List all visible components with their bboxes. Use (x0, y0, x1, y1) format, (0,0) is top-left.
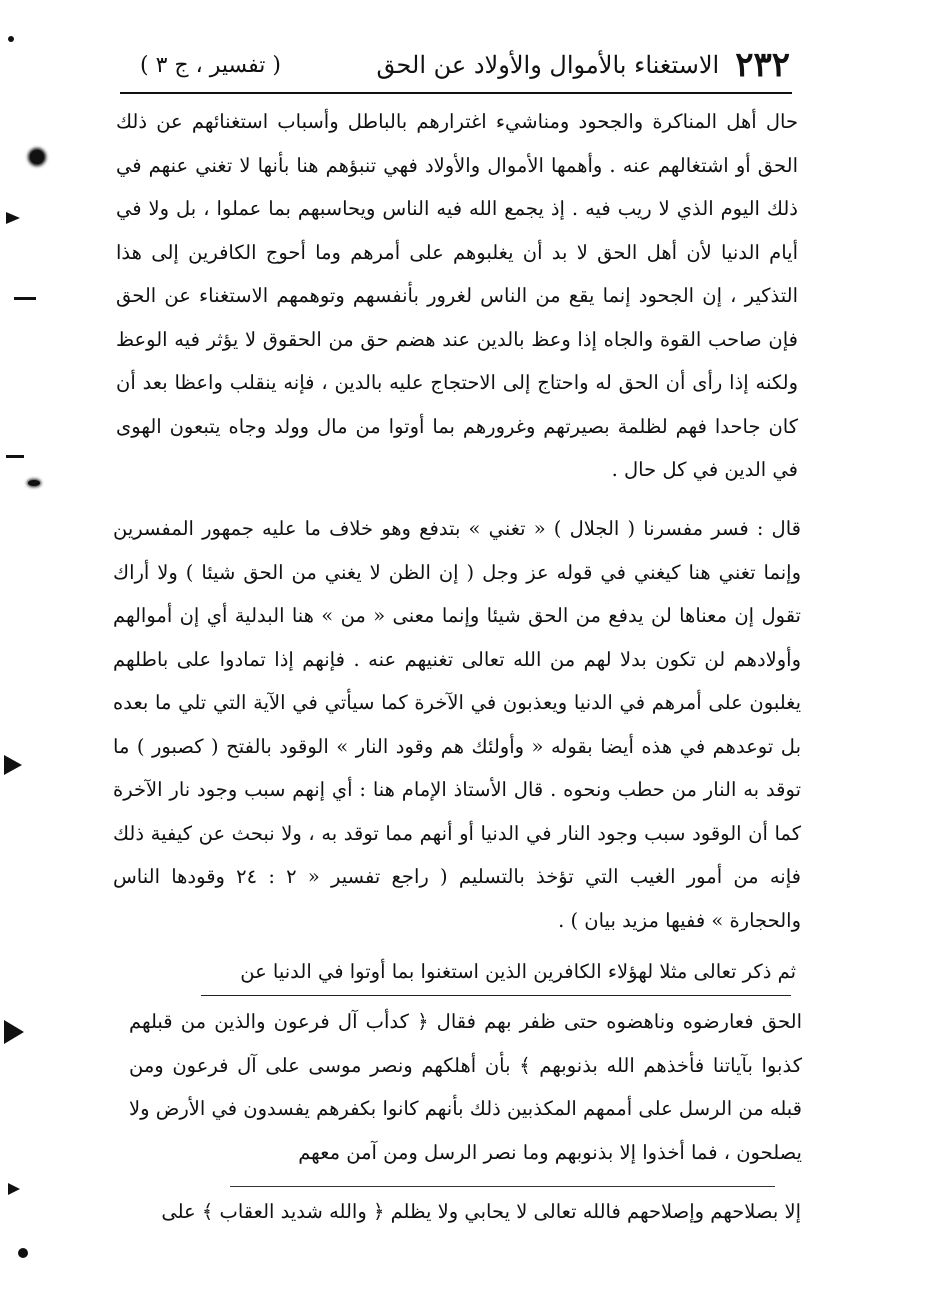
scan-speck (14, 297, 36, 300)
margin-mark (8, 1183, 20, 1195)
paragraph: حال أهل المناكرة والجحود ومناشيء اغترارهم بالباطل وأسباب استغنائهم عن ذلك الحق أو اشتغالهم عنه . وأهمها الأموال والأولاد فهي تنبؤهم هنا بأنها لا تغني عنهم في ذلك اليوم الذي لا ريب فيه . إذ يجمع الله فيه الناس ويحاسبهم بما عملوا ، بل ولا في أيام الدنيا لأن أهل الحق لا بد أن يغلبوهم على أمرهم وما أحوج الكافرين إلى هذا التذكير ، إن الجحود إنما يقع من الناس لغرور بأنفسهم وتوهمهم الاستغناء عن الحق فإن صاحب القوة والجاه إذا وعظ بالدين عند هضم حق من الحقوق لا يؤثر فيه الوعظ ولكنه إذا رأى أن الحق له واحتاج إلى الاحتجاج عليه بالدين ، فإنه ينقلب واعظا بعد أن كان جاحدا فهم لظلمة بصيرتهم وغرورهم بما أوتوا من مال وولد وجاه يتبعون الهوى في الدين في كل حال . (116, 110, 798, 481)
running-title: الاستغناء بالأموال والأولاد عن الحق (376, 51, 720, 79)
paragraph: الحق فعارضوه وناهضوه حتى ظفر بهم فقال ﴿ كدأب آل فرعون والذين من قبلهم كذبوا بآياتنا فأخذهم الله بذنوبهم ﴾ بأن أهلكهم ونصر موسى على آل فرعون ومن قبله من الرسل على أممهم المكذبين ذلك بأنهم كانوا بكفرهم يفسدون في الأرض ولا يصلحون ، فما أخذوا إلا بذنوبهم وما نصر الرسل ومن آمن معهم (129, 1010, 802, 1164)
margin-mark (4, 1020, 24, 1044)
page-number: ٢٣٢ (735, 45, 790, 85)
scan-speck (28, 480, 40, 486)
paragraph: قال : فسر مفسرنا ( الجلال ) « تغني » بتدفع وهو خلاف ما عليه جمهور المفسرين وإنما تغني هنا كيغني في قوله عز وجل ( إن الظن لا يغني من الحق شيئا ) ولا أراك تقول إن معناها لن يدفع من الحق شيئا وإنما معنى « من » هنا البدلية أي إن أموالهم وأولادهم لن تكون بدلا لهم من الله تعالى تغنيهم عنه . فإنهم إذا تمادوا على باطلهم يغلبون على أمرهم في الدنيا ويعذبون في الآخرة كما سيأتي في الآية التي تلي ما بعده بل توعدهم في هذه أيضا بقوله « وأولئك هم وقود النار » الوقود بالفتح ( كصبور ) ما توقد به النار من حطب ونحوه . قال الأستاذ الإمام هنا : أي إنهم سبب وجود نار الآخرة كما أن الوقود سبب وجود النار في الدنيا أو أنهم مما توقد به ، ولا نبحث عن كيفية ذلك فإنه من أمور الغيب التي تؤخذ بالتسليم ( راجع تفسير « ٢ : ٢٤ وقودها الناس والحجارة » ففيها مزيد بيان ) . (113, 517, 801, 932)
scan-speck (18, 1248, 28, 1258)
fold-line (201, 995, 791, 996)
margin-mark (6, 212, 20, 224)
margin-mark (4, 755, 22, 775)
volume-label: ( تفسير ، ج ٣ ) (140, 52, 281, 78)
scan-speck (30, 150, 44, 164)
paragraph: إلا بصلاحهم وإصلاحهم فالله تعالى لا يحابي ولا يظلم ﴿ والله شديد العقاب ﴾ على (161, 1200, 801, 1223)
header-rule (120, 92, 792, 94)
scan-speck (8, 36, 14, 42)
paragraph: ثم ذكر تعالى مثلا لهؤلاء الكافرين الذين استغنوا بما أوتوا في الدنيا عن (240, 960, 796, 983)
fold-line (230, 1186, 775, 1187)
page-header (140, 40, 790, 90)
scan-speck (6, 455, 24, 458)
